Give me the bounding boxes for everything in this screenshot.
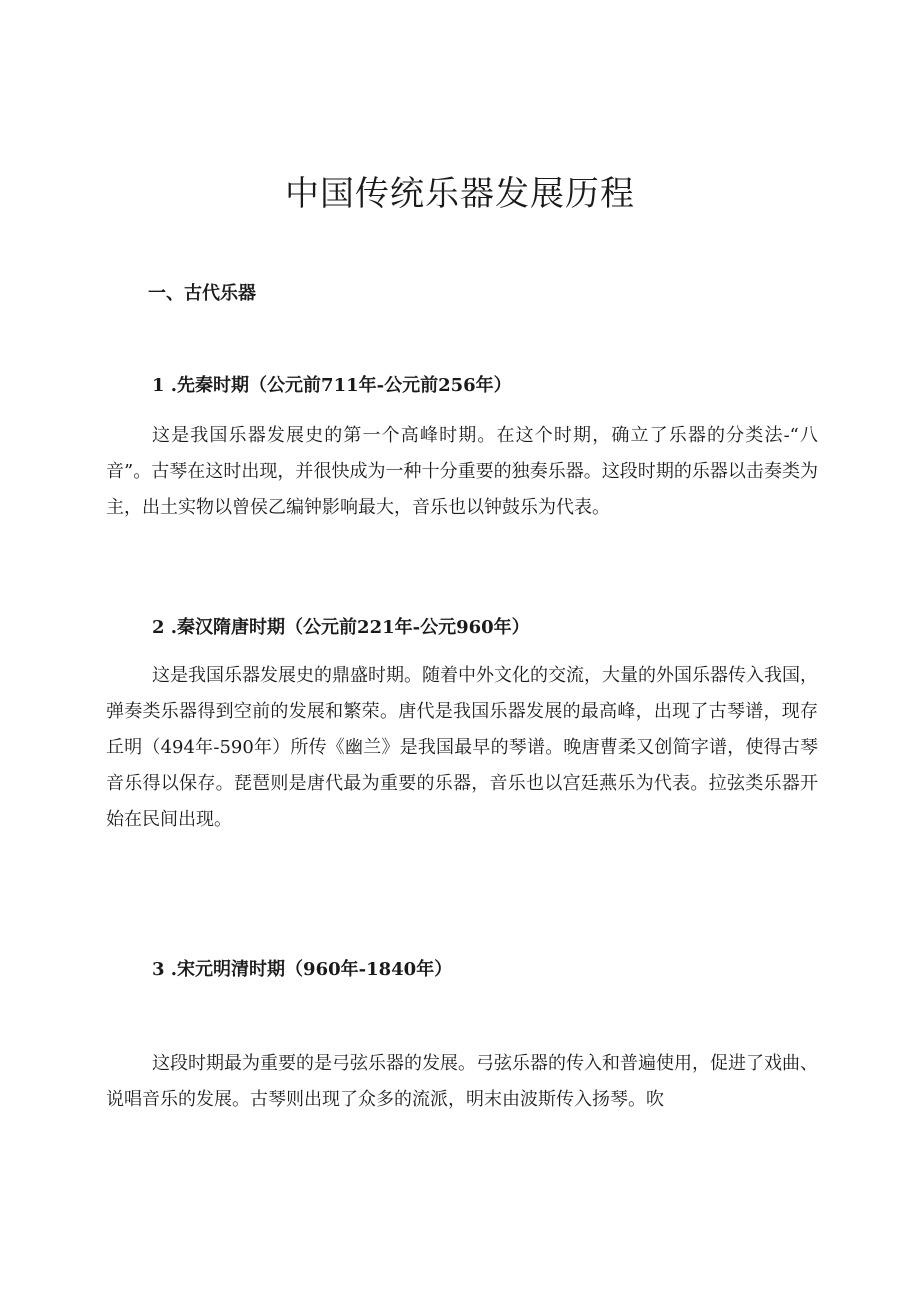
period-heading-song-yuan-ming-qing: 3 .宋元明清时期（960年-1840年）: [152, 959, 453, 980]
period-paragraph-song-yuan-ming-qing: 这段时期最为重要的是弓弦乐器的发展。弓弦乐器的传入和普遍使用，促进了戏曲、说唱音乐的发展。古琴则出现了众多的流派，明末由波斯传入扬琴。吹: [106, 1053, 818, 1110]
document-title: 中国传统乐器发展历程: [285, 174, 635, 214]
period-heading-pre-qin: 1 .先秦时期（公元前711年-公元前256年）: [152, 375, 512, 396]
period-paragraph-pre-qin: 这是我国乐器发展史的第一个高峰时期。在这个时期，确立了乐器的分类法-“八音”。古琴在这时出现，并很快成为一种十分重要的独奏乐器。这段时期的乐器以击奏类为主，出土实物以曾侯乙编钟影响最大，音乐也以钟鼓乐为代表。: [106, 425, 818, 518]
period-heading-qin-han-sui-tang: 2 .秦汉隋唐时期（公元前221年-公元960年）: [152, 617, 530, 638]
period-paragraph-qin-han-sui-tang: 这是我国乐器发展史的鼎盛时期。随着中外文化的交流，大量的外国乐器传入我国，弹奏类乐器得到空前的发展和繁荣。唐代是我国乐器发展的最高峰，出现了古琴谱，现存丘明（494年-590年）所传《幽兰》是我国最早的琴谱。晚唐曹柔又创简字谱，使得古琴音乐得以保存。琵琶则是唐代最为重要的乐器，音乐也以宫廷燕乐为代表。拉弦类乐器开始在民间出现。: [106, 665, 818, 830]
section-heading-ancient-instruments: 一、古代乐器: [148, 283, 256, 304]
